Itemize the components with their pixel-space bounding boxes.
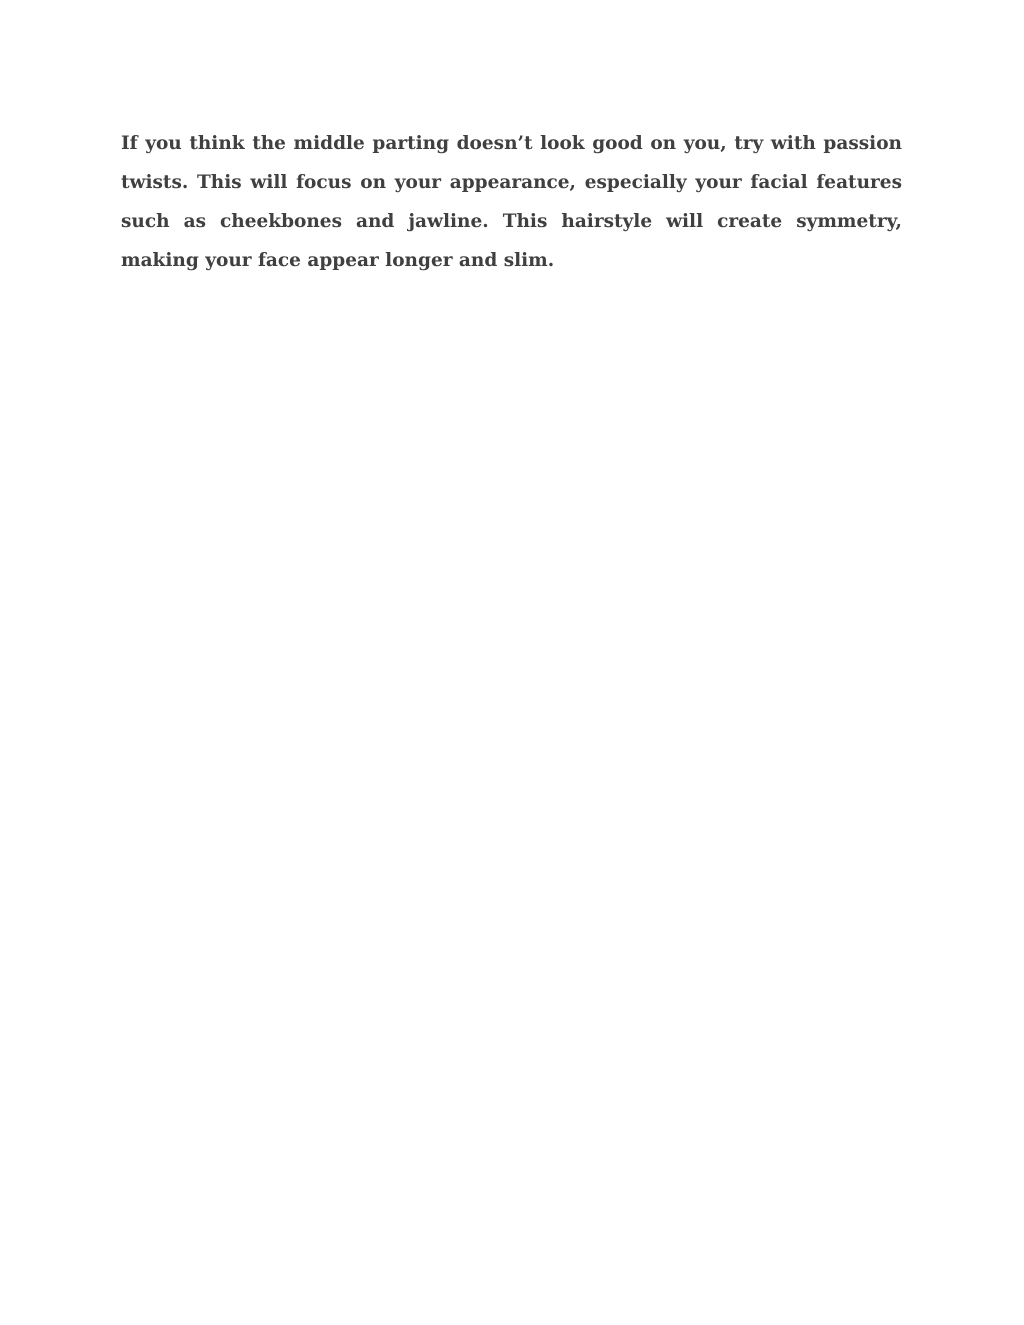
body-paragraph: If you think the middle parting doesn’t look good on you, try with passion twists. This will focus on your appearance, especially your facial features such as cheekbones and jawline. This hairstyle will create symmetry, making your face appear longer and slim. [121,133,902,271]
